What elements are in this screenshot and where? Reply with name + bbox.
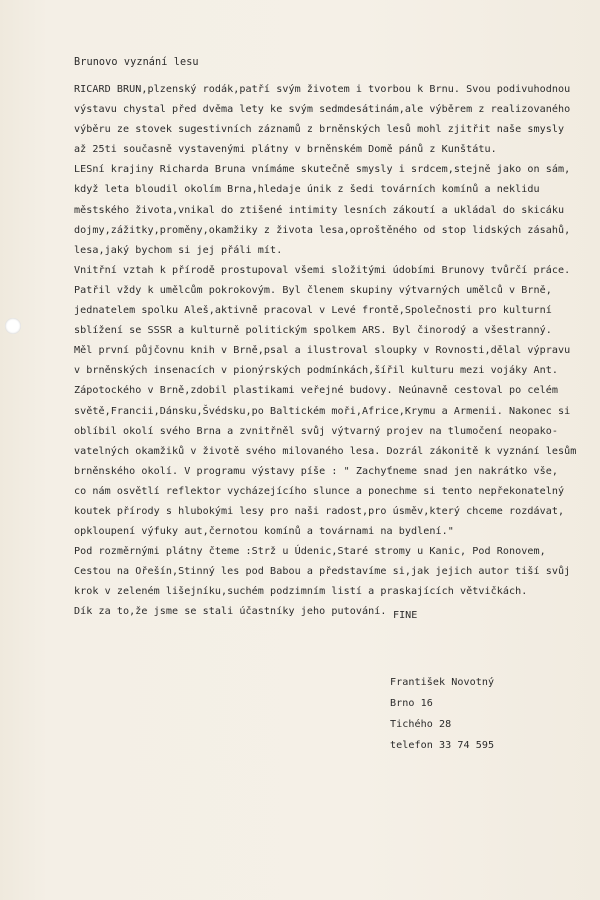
signature-block [390, 672, 494, 756]
body-line: až 25ti současně vystavenými plátny v brněnském Domě pánů z Kunštátu. [74, 144, 497, 156]
body-line: RICARD BRUN,plzenský rodák,patří svým životem i tvorbou k Brnu. Svou podivuhodnou [74, 84, 571, 95]
punch-hole [5, 318, 21, 334]
body-line: Cestou na Ořešín,Stinný les pod Babou a představíme si,jak jejich autor tiší svůj [74, 566, 571, 578]
body-line: sblížení se SSSR a kulturně politickým spolkem ARS. Byl činorodý a všestranný. [74, 325, 552, 337]
document-body [74, 80, 577, 623]
signature-phone: telefon 33 74 595 [390, 740, 495, 751]
body-line: jednatelem spolku Aleš,aktivně pracoval v Levé frontě,Společnosti pro kulturní [74, 305, 552, 317]
body-line: světě,Francii,Dánsku,Švédsku,po Baltickém moři,Africe,Krymu a Armenii. Nakonec si [74, 405, 571, 417]
signature-city: Brno 16 [390, 698, 433, 709]
body-line: Vnitřní vztah k přírodě prostupoval všemi složitými údobími Brunovy tvůrčí práce. [74, 264, 571, 276]
body-line: Pod rozměrnými plátny čteme :Strž u Údenic,Staré stromy u Kanic, Pod Ronovem, [74, 546, 546, 558]
body-line: výběru ze stovek sugestivních záznamů z brněnských lesů mohl zjitřit naše smysly [74, 124, 565, 136]
body-line: opkloupení výfuky aut,černotou komínů a továrnami na bydlení." [74, 526, 454, 538]
body-line: když leta bloudil okolím Brna,hledaje únik z šedi továrních komínů a neklidu [74, 184, 540, 196]
document-title: Brunovo vyznání lesu [74, 57, 199, 68]
body-line: Zápotockého v Brně,zdobil plastikami veřejné budovy. Neúnavně cestoval po celém [74, 385, 559, 397]
body-line: co nám osvětlí reflektor vycházejícího slunce a ponechme si tento nepřekonatelný [74, 485, 565, 497]
closing-mark: FINE [393, 610, 418, 621]
body-line: brněnského okolí. V programu výstavy píše : " Zachyťneme snad jen nakrátko vše, [74, 465, 559, 477]
body-line: vatelných okamžiků v životě svého milovaného lesa. Dozrál zákonitě k vyznání lesům [74, 445, 577, 457]
body-line: koutek přírody s hlubokými lesy pro naši radost,pro úsměv,který chceme rozdávat, [74, 505, 565, 517]
signature-street: Tichého 28 [390, 719, 452, 730]
body-line: výstavu chystal před dvěma lety ke svým sedmdesátinám,ale výběrem z realizovaného [74, 104, 571, 116]
body-line: v brněnských insenacích v pionýrských podmínkách,šířil kulturu mezi vojáky Ant. [74, 365, 559, 377]
body-line: LESní krajiny Richarda Bruna vnímáme skutečně smysly i srdcem,stejně jako on sám, [74, 164, 571, 176]
body-line: Měl první půjčovnu knih v Brně,psal a ilustroval sloupky v Rovnosti,dělal výpravu [74, 345, 571, 357]
signature-name: František Novotný [390, 677, 495, 688]
body-line: Dík za to,že jsme se stali účastníky jeho putování. [74, 606, 387, 618]
body-line: krok v zeleném lišejníku,suchém podzimním listí a praskajících větvičkách. [74, 586, 528, 598]
body-line: městského života,vnikal do ztišené intimity lesních zákoutí a ukládal do skicáku [74, 204, 565, 216]
body-line: Patřil vždy k umělcům pokrokovým. Byl členem skupiny výtvarných umělců v Brně, [74, 284, 552, 296]
body-line: lesa,jaký bychom si jej přáli mít. [74, 244, 283, 256]
body-line: dojmy,zážitky,proměny,okamžiky z života lesa,oproštěného od stop lidských zásahů, [74, 224, 571, 236]
body-line: oblíbil okolí svého Brna a zvnitřněl svůj výtvarný projev na tlumočení neopako- [74, 425, 559, 437]
